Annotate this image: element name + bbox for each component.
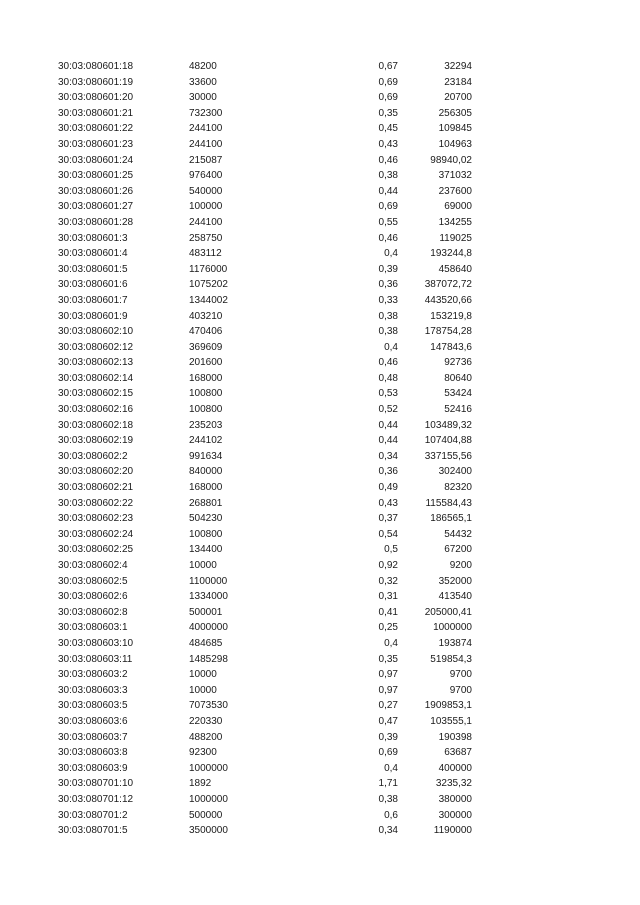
table-row <box>0 215 640 231</box>
cadastral-number-cell: 30:03:080602:22 <box>58 497 134 509</box>
table-row <box>0 792 640 808</box>
ratio-cell: 0,48 <box>378 372 398 384</box>
result-cell: 80640 <box>444 372 472 384</box>
table-row <box>0 698 640 714</box>
value-cell: 100800 <box>189 404 223 416</box>
value-cell: 540000 <box>189 185 223 197</box>
ratio-cell: 0,46 <box>378 154 398 166</box>
ratio-cell: 0,37 <box>378 513 398 525</box>
ratio-cell: 0,55 <box>378 216 398 228</box>
cadastral-number-cell: 30:03:080602:18 <box>58 419 134 431</box>
table-row <box>0 730 640 746</box>
value-cell: 484685 <box>189 637 223 649</box>
value-cell: 258750 <box>189 232 223 244</box>
value-cell: 500001 <box>189 606 223 618</box>
ratio-cell: 0,4 <box>384 637 398 649</box>
value-cell: 500000 <box>189 809 223 821</box>
value-cell: 1334000 <box>189 591 228 603</box>
cadastral-number-cell: 30:03:080601:20 <box>58 92 134 104</box>
table-row <box>0 776 640 792</box>
result-cell: 178754,28 <box>424 326 472 338</box>
result-cell: 109845 <box>438 123 472 135</box>
result-cell: 458640 <box>438 263 472 275</box>
ratio-cell: 0,38 <box>378 326 398 338</box>
ratio-cell: 0,36 <box>378 279 398 291</box>
ratio-cell: 0,5 <box>384 544 398 556</box>
value-cell: 840000 <box>189 466 223 478</box>
cadastral-number-cell: 30:03:080602:16 <box>58 404 134 416</box>
ratio-cell: 0,4 <box>384 762 398 774</box>
value-cell: 369609 <box>189 341 223 353</box>
result-cell: 380000 <box>438 793 472 805</box>
cadastral-number-cell: 30:03:080601:28 <box>58 216 134 228</box>
result-cell: 9700 <box>449 684 472 696</box>
ratio-cell: 0,47 <box>378 715 398 727</box>
result-cell: 186565,1 <box>430 513 472 525</box>
ratio-cell: 0,53 <box>378 388 398 400</box>
table-row <box>0 137 640 153</box>
value-cell: 1344002 <box>189 294 228 306</box>
cadastral-number-cell: 30:03:080602:6 <box>58 591 128 603</box>
result-cell: 52416 <box>444 404 472 416</box>
cadastral-number-cell: 30:03:080602:13 <box>58 357 134 369</box>
value-cell: 1100000 <box>189 575 228 587</box>
table-row <box>0 371 640 387</box>
cadastral-number-cell: 30:03:080601:18 <box>58 61 134 72</box>
table-row <box>0 589 640 605</box>
ratio-cell: 0,35 <box>378 653 398 665</box>
result-cell: 387072,72 <box>424 279 472 291</box>
cadastral-number-cell: 30:03:080601:25 <box>58 170 134 182</box>
value-cell: 235203 <box>189 419 223 431</box>
value-cell: 201600 <box>189 357 223 369</box>
table-row <box>0 277 640 293</box>
table-row <box>0 340 640 356</box>
result-cell: 32294 <box>444 61 472 72</box>
result-cell: 115584,43 <box>425 497 472 509</box>
cadastral-number-cell: 30:03:080602:5 <box>58 575 128 587</box>
ratio-cell: 0,34 <box>378 450 398 462</box>
cadastral-number-cell: 30:03:080602:12 <box>58 341 134 353</box>
result-cell: 9700 <box>449 669 472 681</box>
table-row <box>0 246 640 262</box>
value-cell: 3500000 <box>189 825 228 837</box>
table-row <box>0 480 640 496</box>
cadastral-number-cell: 30:03:080602:20 <box>58 466 134 478</box>
cadastral-number-cell: 30:03:080601:9 <box>58 310 128 322</box>
ratio-cell: 0,32 <box>378 575 398 587</box>
ratio-cell: 0,43 <box>378 138 398 150</box>
result-cell: 63687 <box>444 747 472 759</box>
table-row <box>0 558 640 574</box>
table-row <box>0 59 640 75</box>
cadastral-number-cell: 30:03:080701:12 <box>58 793 134 805</box>
cadastral-number-cell: 30:03:080603:10 <box>58 637 134 649</box>
value-cell: 488200 <box>189 731 223 743</box>
table-row <box>0 231 640 247</box>
result-cell: 256305 <box>438 107 472 119</box>
result-cell: 153219,8 <box>430 310 472 322</box>
ratio-cell: 0,43 <box>378 497 398 509</box>
result-cell: 193874 <box>438 637 472 649</box>
value-cell: 1000000 <box>189 793 228 805</box>
value-cell: 134400 <box>189 544 223 556</box>
ratio-cell: 0,46 <box>378 357 398 369</box>
cadastral-number-cell: 30:03:080602:19 <box>58 435 134 447</box>
cadastral-number-cell: 30:03:080602:15 <box>58 388 134 400</box>
ratio-cell: 0,25 <box>378 622 398 634</box>
ratio-cell: 1,71 <box>378 778 398 790</box>
table-row <box>0 605 640 621</box>
value-cell: 1000000 <box>189 762 228 774</box>
cadastral-number-cell: 30:03:080603:8 <box>58 747 128 759</box>
table-row <box>0 402 640 418</box>
cadastral-number-cell: 30:03:080602:21 <box>58 482 134 494</box>
table-row <box>0 683 640 699</box>
ratio-cell: 0,44 <box>378 185 398 197</box>
value-cell: 483112 <box>189 248 222 260</box>
result-cell: 9200 <box>449 560 472 571</box>
ratio-cell: 0,38 <box>378 310 398 322</box>
ratio-cell: 0,97 <box>378 669 398 681</box>
cadastral-number-cell: 30:03:080601:19 <box>58 76 134 88</box>
value-cell: 1485298 <box>189 653 228 665</box>
result-cell: 193244,8 <box>430 248 472 260</box>
cadastral-number-cell: 30:03:080602:14 <box>58 372 134 384</box>
ratio-cell: 0,39 <box>378 731 398 743</box>
value-cell: 30000 <box>189 92 217 104</box>
ratio-cell: 0,33 <box>378 294 398 306</box>
value-cell: 268801 <box>189 497 223 509</box>
table-row <box>0 636 640 652</box>
cadastral-number-cell: 30:03:080601:27 <box>58 201 134 213</box>
table-row <box>0 667 640 683</box>
value-cell: 10000 <box>189 560 217 571</box>
table-row <box>0 808 640 824</box>
value-cell: 92300 <box>189 747 217 759</box>
value-cell: 470406 <box>189 326 223 338</box>
cadastral-number-cell: 30:03:080701:10 <box>58 778 134 790</box>
cadastral-number-cell: 30:03:080601:7 <box>58 294 128 306</box>
ratio-cell: 0,52 <box>378 404 398 416</box>
ratio-cell: 0,34 <box>378 825 398 837</box>
ratio-cell: 0,38 <box>378 170 398 182</box>
ratio-cell: 0,97 <box>378 684 398 696</box>
table-row <box>0 433 640 449</box>
result-cell: 119025 <box>439 232 472 244</box>
result-cell: 107404,88 <box>424 435 472 447</box>
result-cell: 1190000 <box>433 825 472 837</box>
value-cell: 991634 <box>189 450 223 462</box>
value-cell: 220330 <box>189 715 223 727</box>
table-row <box>0 324 640 340</box>
cadastral-number-cell: 30:03:080602:8 <box>58 606 128 618</box>
value-cell: 10000 <box>189 684 217 696</box>
value-cell: 4000000 <box>189 622 228 634</box>
ratio-cell: 0,38 <box>378 793 398 805</box>
value-cell: 1176000 <box>189 263 228 275</box>
table-row <box>0 761 640 777</box>
value-cell: 244102 <box>189 435 223 447</box>
ratio-cell: 0,69 <box>378 747 398 759</box>
result-cell: 104963 <box>438 138 472 150</box>
ratio-cell: 0,92 <box>378 560 398 571</box>
cadastral-number-cell: 30:03:080601:23 <box>58 138 134 150</box>
result-cell: 98940,02 <box>430 154 472 166</box>
ratio-cell: 0,27 <box>378 700 398 712</box>
table-row <box>0 449 640 465</box>
cadastral-number-cell: 30:03:080602:4 <box>58 560 128 571</box>
table-row <box>0 464 640 480</box>
table-row <box>0 75 640 91</box>
result-cell: 147843,6 <box>430 341 472 353</box>
cadastral-number-cell: 30:03:080603:5 <box>58 700 128 712</box>
value-cell: 1892 <box>189 778 212 790</box>
table-row <box>0 90 640 106</box>
value-cell: 10000 <box>189 669 217 681</box>
result-cell: 205000,41 <box>424 606 472 618</box>
ratio-cell: 0,49 <box>378 482 398 494</box>
result-cell: 103489,32 <box>424 419 472 431</box>
table-row <box>0 184 640 200</box>
table-row <box>0 262 640 278</box>
result-cell: 82320 <box>444 482 472 494</box>
value-cell: 215087 <box>189 154 223 166</box>
value-cell: 244100 <box>189 138 223 150</box>
cadastral-number-cell: 30:03:080602:25 <box>58 544 134 556</box>
cadastral-number-cell: 30:03:080601:3 <box>58 232 128 244</box>
table-row <box>0 106 640 122</box>
cadastral-number-cell: 30:03:080601:6 <box>58 279 128 291</box>
ratio-cell: 0,69 <box>378 92 398 104</box>
ratio-cell: 0,54 <box>378 528 398 540</box>
table-row <box>0 386 640 402</box>
ratio-cell: 0,67 <box>378 61 398 72</box>
result-cell: 23184 <box>444 76 472 88</box>
result-cell: 300000 <box>438 809 472 821</box>
value-cell: 504230 <box>189 513 223 525</box>
cadastral-number-cell: 30:03:080601:5 <box>58 263 128 275</box>
cadastral-number-cell: 30:03:080601:22 <box>58 123 134 135</box>
result-cell: 103555,1 <box>430 715 472 727</box>
table-row <box>0 168 640 184</box>
result-cell: 67200 <box>444 544 472 556</box>
result-cell: 54432 <box>444 528 472 540</box>
cadastral-number-cell: 30:03:080601:24 <box>58 154 134 166</box>
cadastral-number-cell: 30:03:080701:5 <box>58 825 128 837</box>
result-cell: 337155,56 <box>424 450 472 462</box>
cadastral-number-cell: 30:03:080603:9 <box>58 762 128 774</box>
cadastral-number-cell: 30:03:080603:2 <box>58 669 128 681</box>
result-cell: 69000 <box>444 201 472 213</box>
value-cell: 100800 <box>189 528 223 540</box>
value-cell: 168000 <box>189 482 223 494</box>
cadastral-number-cell: 30:03:080601:26 <box>58 185 134 197</box>
table-row <box>0 542 640 558</box>
result-cell: 302400 <box>438 466 472 478</box>
table-row <box>0 574 640 590</box>
cadastral-number-cell: 30:03:080603:7 <box>58 731 128 743</box>
value-cell: 976400 <box>189 170 223 182</box>
ratio-cell: 0,45 <box>378 123 398 135</box>
table-row <box>0 652 640 668</box>
cadastral-number-cell: 30:03:080602:10 <box>58 326 134 338</box>
value-cell: 732300 <box>189 107 223 119</box>
table-row <box>0 121 640 137</box>
table-row <box>0 293 640 309</box>
value-cell: 244100 <box>189 123 223 135</box>
table-row <box>0 527 640 543</box>
result-cell: 352000 <box>438 575 472 587</box>
ratio-cell: 0,31 <box>378 591 398 603</box>
ratio-cell: 0,35 <box>378 107 398 119</box>
ratio-cell: 0,36 <box>378 466 398 478</box>
cadastral-number-cell: 30:03:080601:21 <box>58 107 134 119</box>
cadastral-number-cell: 30:03:080603:6 <box>58 715 128 727</box>
spreadsheet-table <box>0 59 640 839</box>
ratio-cell: 0,44 <box>378 435 398 447</box>
table-row <box>0 511 640 527</box>
cadastral-number-cell: 30:03:080602:24 <box>58 528 134 540</box>
result-cell: 1909853,1 <box>424 700 472 712</box>
result-cell: 53424 <box>444 388 472 400</box>
ratio-cell: 0,39 <box>378 263 398 275</box>
ratio-cell: 0,4 <box>384 341 398 353</box>
table-row <box>0 823 640 839</box>
table-row <box>0 620 640 636</box>
value-cell: 7073530 <box>189 700 228 712</box>
table-row <box>0 745 640 761</box>
value-cell: 48200 <box>189 61 217 72</box>
value-cell: 100000 <box>189 201 223 213</box>
ratio-cell: 0,44 <box>378 419 398 431</box>
cadastral-number-cell: 30:03:080601:4 <box>58 248 128 260</box>
cadastral-number-cell: 30:03:080602:2 <box>58 450 128 462</box>
value-cell: 168000 <box>189 372 223 384</box>
table-row <box>0 153 640 169</box>
cadastral-number-cell: 30:03:080603:1 <box>58 622 128 634</box>
cadastral-number-cell: 30:03:080602:23 <box>58 513 134 525</box>
result-cell: 134255 <box>438 216 472 228</box>
cadastral-number-cell: 30:03:080603:11 <box>58 653 133 665</box>
cadastral-number-cell: 30:03:080701:2 <box>58 809 128 821</box>
result-cell: 400000 <box>438 762 472 774</box>
result-cell: 1000000 <box>433 622 472 634</box>
ratio-cell: 0,6 <box>384 809 398 821</box>
result-cell: 443520,66 <box>424 294 472 306</box>
result-cell: 190398 <box>438 731 472 743</box>
result-cell: 413540 <box>438 591 472 603</box>
ratio-cell: 0,4 <box>384 248 398 260</box>
ratio-cell: 0,46 <box>378 232 398 244</box>
value-cell: 33600 <box>189 76 217 88</box>
result-cell: 20700 <box>444 92 472 104</box>
ratio-cell: 0,41 <box>378 606 398 618</box>
value-cell: 100800 <box>189 388 223 400</box>
table-row <box>0 714 640 730</box>
result-cell: 237600 <box>438 185 472 197</box>
cadastral-number-cell: 30:03:080603:3 <box>58 684 128 696</box>
value-cell: 1075202 <box>189 279 228 291</box>
table-row <box>0 309 640 325</box>
result-cell: 92736 <box>444 357 472 369</box>
value-cell: 244100 <box>189 216 223 228</box>
result-cell: 371032 <box>438 170 472 182</box>
ratio-cell: 0,69 <box>378 76 398 88</box>
result-cell: 3235,32 <box>435 778 472 790</box>
table-row <box>0 199 640 215</box>
table-row <box>0 418 640 434</box>
result-cell: 519854,3 <box>430 653 472 665</box>
table-row <box>0 496 640 512</box>
value-cell: 403210 <box>189 310 223 322</box>
ratio-cell: 0,69 <box>378 201 398 213</box>
table-row <box>0 355 640 371</box>
